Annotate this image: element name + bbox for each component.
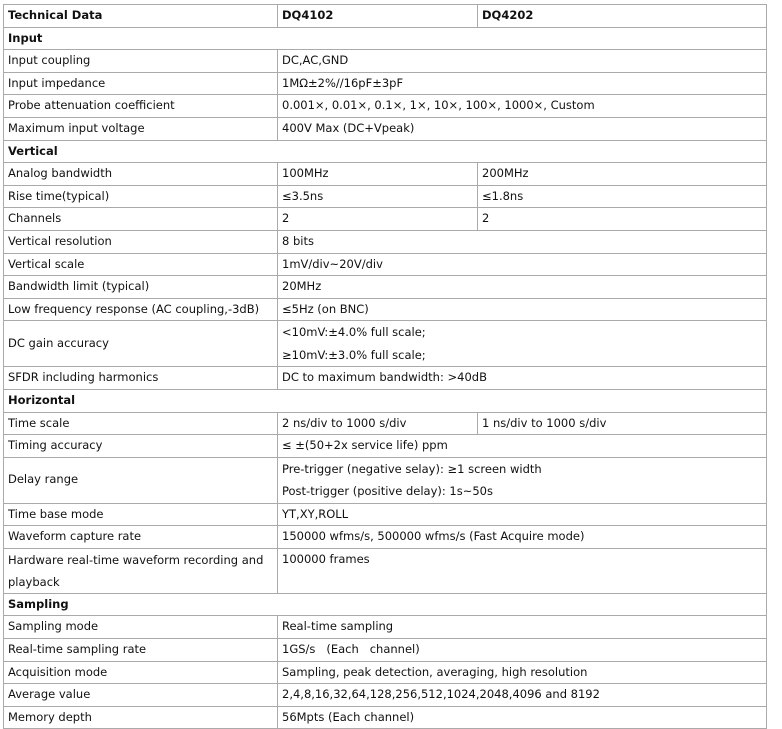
table-row (4, 163, 767, 186)
row-value-model-1: 100MHz (278, 163, 478, 186)
table-row (4, 503, 767, 526)
row-label: Maximum input voltage (4, 117, 278, 140)
section-row (4, 140, 767, 163)
table-row (4, 253, 767, 276)
row-value-model-1: ≤3.5ns (278, 185, 478, 208)
value-line: ≥10mV:±3.0% full scale; (282, 347, 426, 362)
table-row (4, 276, 767, 299)
row-label: Bandwidth limit (typical) (4, 276, 278, 299)
row-label: Real-time sampling rate (4, 639, 278, 662)
row-label: Waveform capture rate (4, 526, 278, 549)
row-label: Input coupling (4, 50, 278, 73)
header-label: Technical Data (4, 5, 278, 28)
table-row (4, 639, 767, 662)
section-title-sampling: Sampling (4, 593, 767, 616)
row-value: 150000 wfms/s, 500000 wfms/s (Fast Acquire mode) (278, 526, 767, 549)
row-label: Timing accuracy (4, 435, 278, 458)
value-line: <10mV:±4.0% full scale; (282, 325, 426, 340)
table-row (4, 706, 767, 729)
row-label: Low frequency response (AC coupling,-3dB) (4, 298, 278, 321)
row-value: 1MΩ±2%//16pF±3pF (278, 72, 767, 95)
section-row (4, 389, 767, 412)
row-value: DC to maximum bandwidth: >40dB (278, 367, 767, 390)
table-row (4, 208, 767, 231)
table-row (4, 95, 767, 118)
row-label: Time base mode (4, 503, 278, 526)
row-value: ≤ ±(50+2x service life) ppm (278, 435, 767, 458)
table-row (4, 684, 767, 707)
row-value: 0.001×, 0.01×, 0.1×, 1×, 10×, 100×, 1000×, Custom (278, 95, 767, 118)
row-value: Sampling, peak detection, averaging, high resolution (278, 661, 767, 684)
section-row (4, 27, 767, 50)
row-value-model-1: 2 ns/div to 1000 s/div (278, 412, 478, 435)
table-row (4, 526, 767, 549)
row-label: Input impedance (4, 72, 278, 95)
header-row (4, 5, 767, 28)
table-row (4, 50, 767, 73)
row-value: 8 bits (278, 230, 767, 253)
row-label: Vertical scale (4, 253, 278, 276)
row-value: 20MHz (278, 276, 767, 299)
table-row (4, 185, 767, 208)
spec-table (3, 4, 767, 729)
header-model-2: DQ4202 (478, 5, 767, 28)
row-label: Acquisition mode (4, 661, 278, 684)
table-row (4, 367, 767, 390)
row-label: Average value (4, 684, 278, 707)
row-label: Probe attenuation coefficient (4, 95, 278, 118)
row-value: YT,XY,ROLL (278, 503, 767, 526)
row-label: Channels (4, 208, 278, 231)
row-value-model-1: 2 (278, 208, 478, 231)
row-label: Sampling mode (4, 616, 278, 639)
row-label: Vertical resolution (4, 230, 278, 253)
row-label: Analog bandwidth (4, 163, 278, 186)
table-row (4, 72, 767, 95)
table-row (4, 616, 767, 639)
row-value-model-2: ≤1.8ns (478, 185, 767, 208)
row-value: 1mV/div~20V/div (278, 253, 767, 276)
row-value: DC,AC,GND (278, 50, 767, 73)
table-row (4, 117, 767, 140)
row-label: Delay range (4, 457, 278, 503)
row-label: SFDR including harmonics (4, 367, 278, 390)
row-label: Memory depth (4, 706, 278, 729)
row-label: Time scale (4, 412, 278, 435)
section-title-input: Input (4, 27, 767, 50)
row-value: ≤5Hz (on BNC) (278, 298, 767, 321)
table-row (4, 321, 767, 367)
row-value-model-2: 1 ns/div to 1000 s/div (478, 412, 767, 435)
table-row (4, 412, 767, 435)
row-value-multiline (278, 457, 767, 503)
table-row (4, 548, 767, 593)
row-value: 1GS/s (Each channel) (278, 639, 767, 662)
row-value-model-2: 2 (478, 208, 767, 231)
row-value: 400V Max (DC+Vpeak) (278, 117, 767, 140)
row-label: DC gain accuracy (4, 321, 278, 367)
row-value: 2,4,8,16,32,64,128,256,512,1024,2048,4096 and 8192 (278, 684, 767, 707)
table-row (4, 298, 767, 321)
value-line: Pre-trigger (negative selay): ≥1 screen width (282, 461, 542, 476)
table-row (4, 230, 767, 253)
row-value: 100000 frames (278, 548, 767, 593)
row-value: 56Mpts (Each channel) (278, 706, 767, 729)
row-label: Rise time(typical) (4, 185, 278, 208)
table-row (4, 435, 767, 458)
value-line: Post-trigger (positive delay): 1s~50s (282, 484, 493, 499)
section-title-horizontal: Horizontal (4, 389, 767, 412)
row-value-model-2: 200MHz (478, 163, 767, 186)
section-title-vertical: Vertical (4, 140, 767, 163)
row-value-multiline (278, 321, 767, 367)
row-value: Real-time sampling (278, 616, 767, 639)
row-label: Hardware real-time waveform recording and playback (4, 548, 278, 593)
table-row (4, 661, 767, 684)
table-row (4, 457, 767, 503)
header-model-1: DQ4102 (278, 5, 478, 28)
section-row (4, 593, 767, 616)
